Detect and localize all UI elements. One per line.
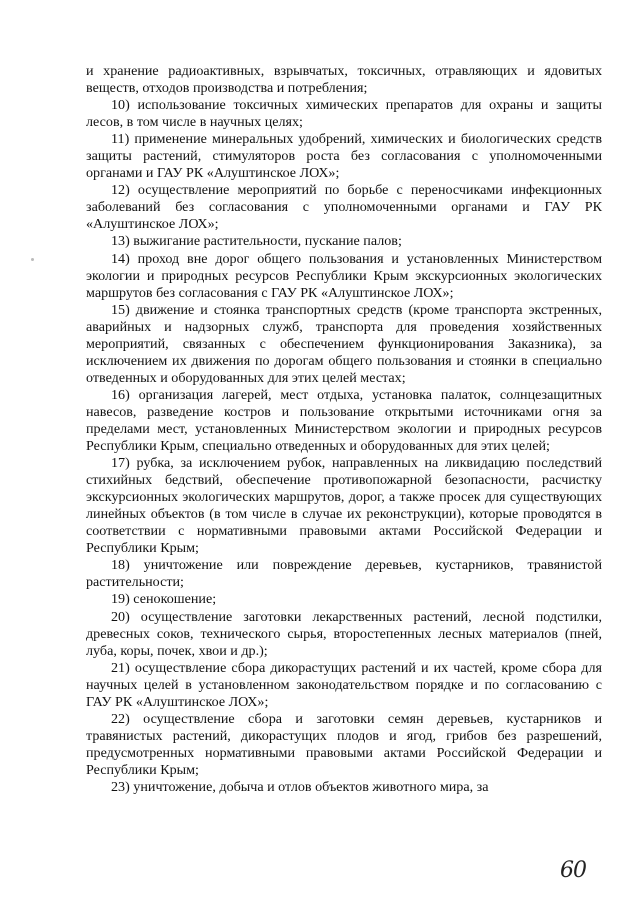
document-body bbox=[86, 63, 602, 796]
paragraph-item-20: 20) осуществление заготовки лекарственных растений, лесной подстилки, древесных соков, технического сырья, второстепенных лесных материалов (пней, луба, коры, почек, хвои и др.); bbox=[86, 608, 602, 659]
paragraph-item-19: 19) сенокошение; bbox=[111, 591, 217, 608]
paragraph-item-11: 11) применение минеральных удобрений, химических и биологических средств защиты растений, стимуляторов роста без согласования с уполномоченными органами и ГАУ РК «Алуштинское ЛОХ»; bbox=[86, 131, 602, 182]
paragraph-item-13: 13) выжигание растительности, пускание палов; bbox=[111, 233, 402, 250]
paragraph-item-14: 14) проход вне дорог общего пользования и установленных Министерством экологии и природных ресурсов Республики Крым экскурсионных экологических маршрутов без согласования с ГАУ РК «Алуштинское ЛОХ»; bbox=[86, 250, 602, 301]
paragraph-item-23: 23) уничтожение, добыча и отлов объектов животного мира, за bbox=[111, 778, 489, 795]
scan-speck bbox=[31, 258, 34, 261]
paragraph-item-18: 18) уничтожение или повреждение деревьев, кустарников, травянистой растительности; bbox=[86, 557, 602, 591]
paragraph-item-22: 22) осуществление сбора и заготовки семян деревьев, кустарников и травянистых растений, дикорастущих плодов и ягод, грибов без разрешений, предусмотренных нормативными правовыми актами Российской Федерации и Республики Крым; bbox=[86, 710, 602, 778]
paragraph-item-10: 10) использование токсичных химических препаратов для охраны и защиты лесов, в том числе в научных целях; bbox=[86, 97, 602, 131]
paragraph-item-17: 17) рубка, за исключением рубок, направленных на ликвидацию последствий стихийных бедствий, обеспечение противопожарной безопасности, расчистку экскурсионных экологических маршрутов, дорог, а также просек для существующих линейных объектов (в том числе в случае их реконструкции), которые проводятся в соответствии с нормативными правовыми актами Российской Федерации и Республики Крым; bbox=[86, 455, 602, 557]
paragraph-item-12: 12) осуществление мероприятий по борьбе с переносчиками инфекционных заболеваний без согласования с уполномоченными органами и ГАУ РК «Алуштинское ЛОХ»; bbox=[86, 182, 602, 233]
page-number: 60 bbox=[560, 858, 586, 883]
paragraph-item-16: 16) организация лагерей, мест отдыха, установка палаток, солнцезащитных навесов, разведение костров и пользование открытыми источниками огня за пределами мест, установленных Министерством экологии и природных ресурсов Республики Крым, специально отведенных и оборудованных для этих целей; bbox=[86, 386, 602, 455]
paragraph-item-21: 21) осуществление сбора дикорастущих растений и их частей, кроме сбора для научных целей в установленном законодательством порядке и по согласованию с ГАУ РК «Алуштинское ЛОХ»; bbox=[86, 659, 602, 710]
paragraph-item-15: 15) движение и стоянка транспортных средств (кроме транспорта экстренных, аварийных и надзорных служб, транспорта для проведения хозяйственных мероприятий, связанных с обеспечением функционирования Заказника), за исключением их движения по дорогам общего пользования и стоянки в специально отведенных и оборудованных для этих целей местах; bbox=[86, 301, 602, 386]
paragraph-continuation: и хранение радиоактивных, взрывчатых, токсичных, отравляющих и ядовитых веществ, отходов производства и потребления; bbox=[86, 63, 602, 97]
